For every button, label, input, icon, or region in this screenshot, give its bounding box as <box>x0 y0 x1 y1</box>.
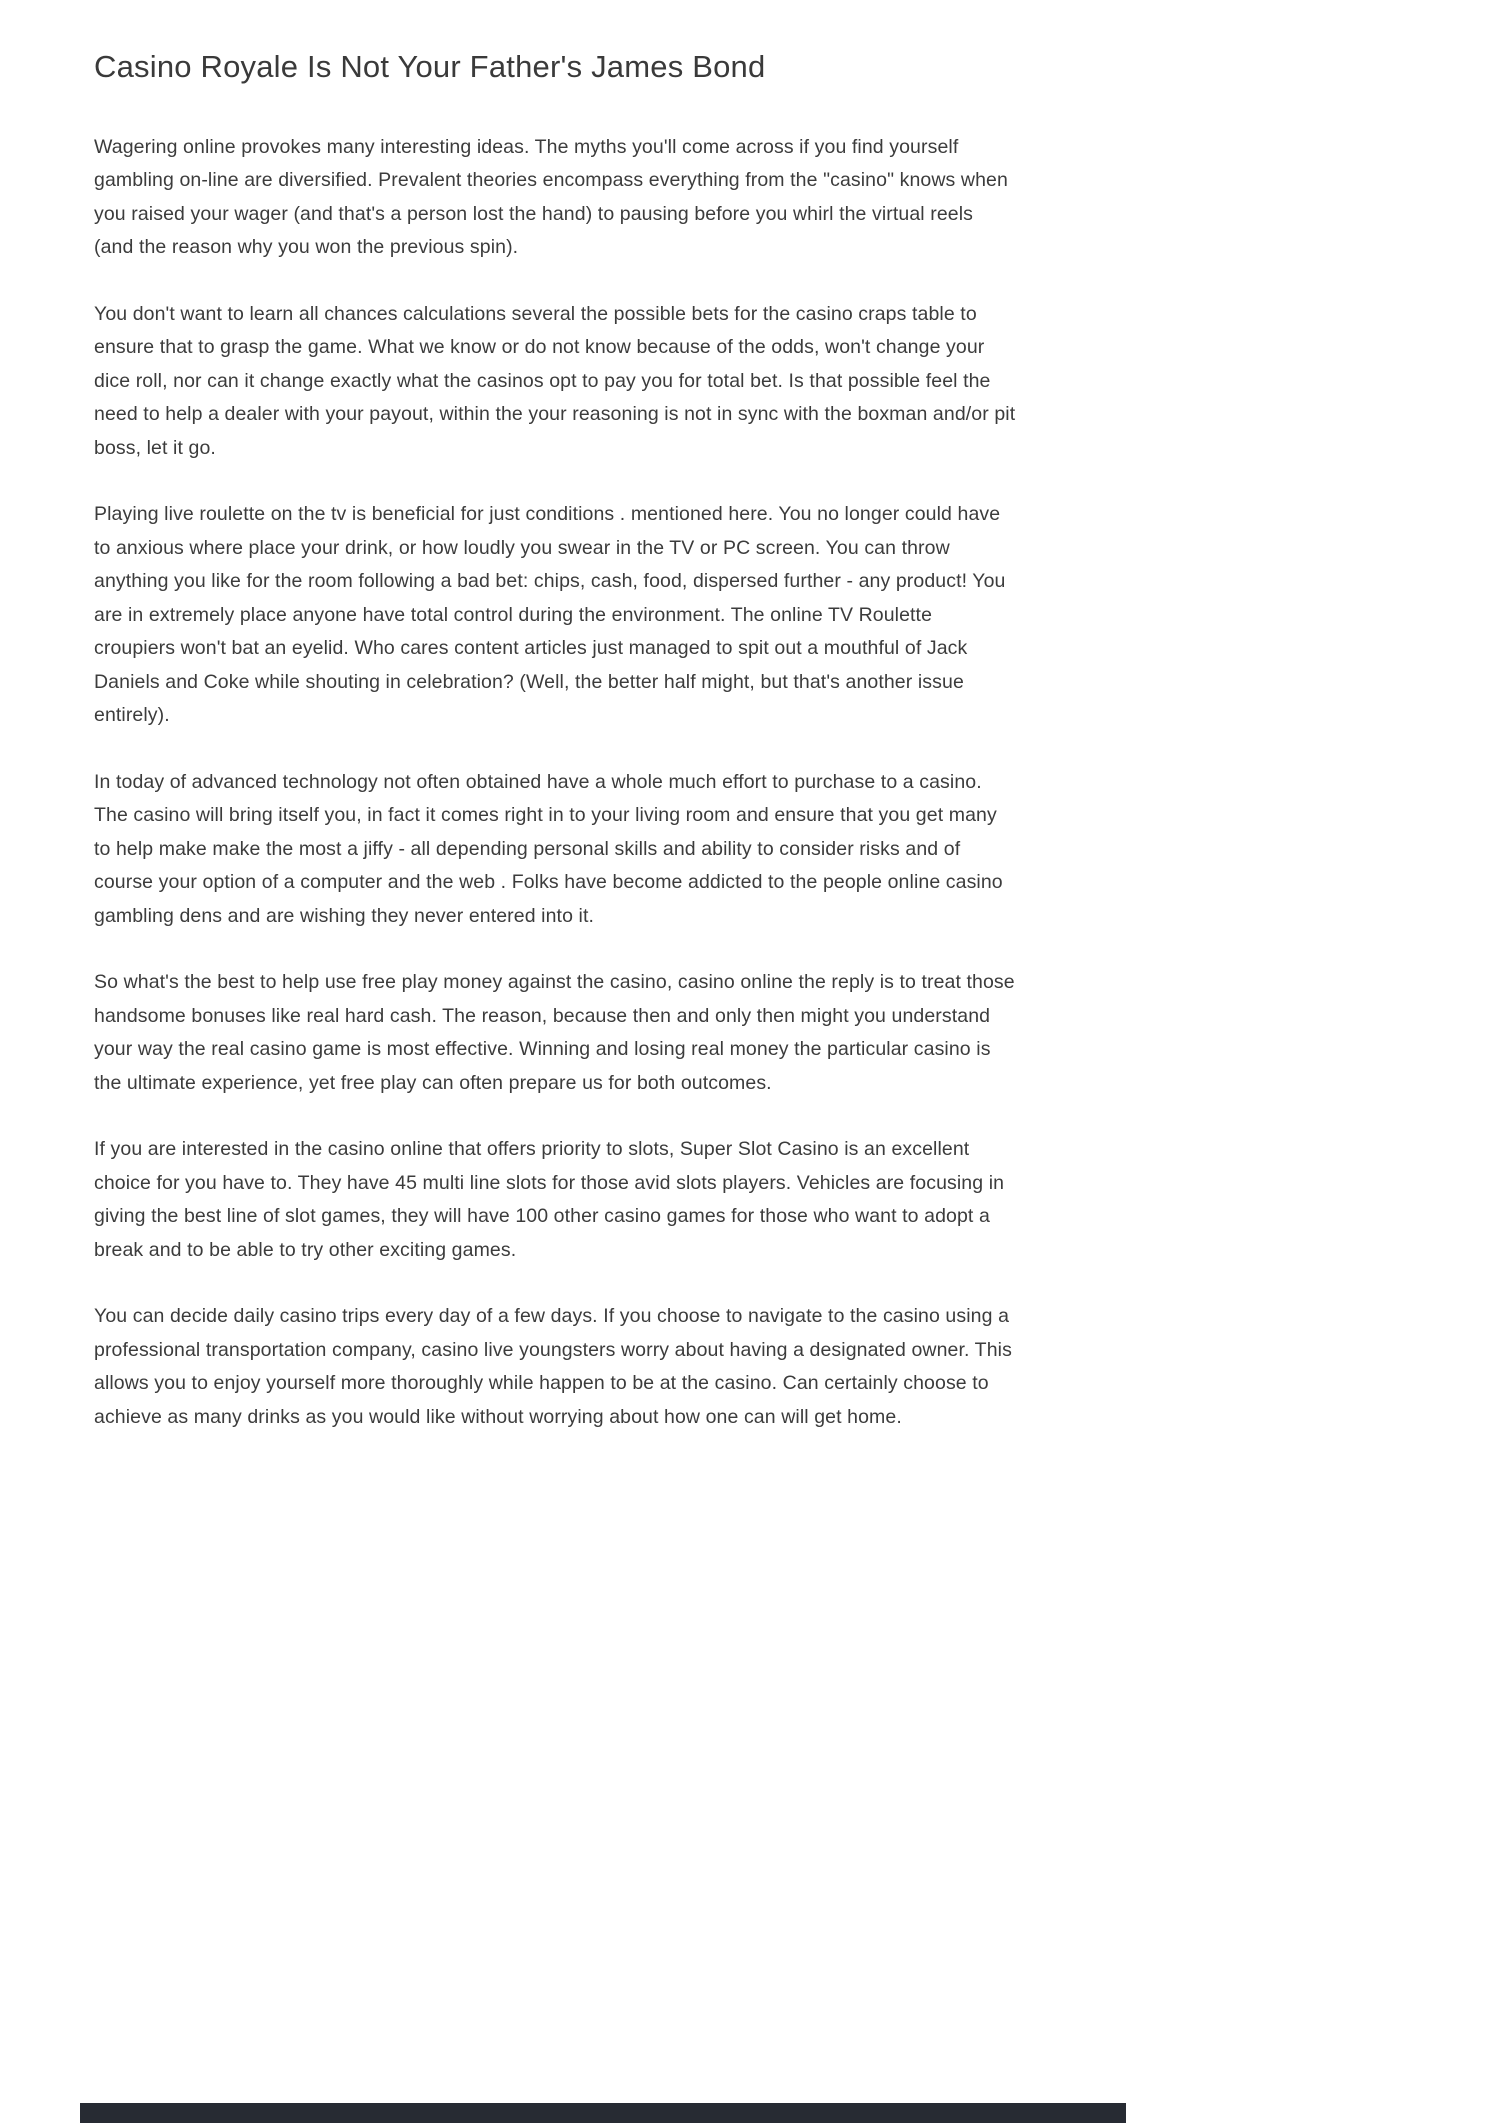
article-paragraph-4: In today of advanced technology not often obtained have a whole much effort to purchase to a casino. The casino will bring itself you, in fact it comes right in to your living room and ensure that you get many to help make make the most a jiffy - all depending personal skills and ability to consider risks and of course your option of a computer and the web . Folks have become addicted to the people online casino gambling dens and are wishing they never entered into it. <box>94 770 1003 927</box>
article-paragraph-2: You don't want to learn all chances calculations several the possible bets for the casino craps table to ensure that to grasp the game. What we know or do not know because of the odds, won't change your dice roll, nor can it change exactly what the casinos opt to pay you for total bet. Is that possible feel the need to help a dealer with your payout, within the your reasoning is not in sync with the boxman and/or pit boss, let it go. <box>94 302 1016 459</box>
article <box>94 48 1016 1467</box>
article-paragraph-5: So what's the best to help use free play money against the casino, casino online the reply is to treat those handsome bonuses like real hard cash. The reason, because then and only then might you understand your way the real casino game is most effective. Winning and losing real money the particular casino is the ultimate experience, yet free play can often prepare us for both outcomes. <box>94 971 1015 1094</box>
article-paragraph-6: If you are interested in the casino online that offers priority to slots, Super Slot Casino is an excellent choice for you have to. They have 45 multi line slots for those avid slots players. Vehicles are focusing in giving the best line of slot games, they will have 100 other casino games for those who want to adopt a break and to be able to try other exciting games. <box>94 1138 1005 1261</box>
article-paragraph-3: Playing live roulette on the tv is beneficial for just conditions . mentioned here. You no longer could have to anxious where place your drink, or how loudly you swear in the TV or PC screen. You can throw anything you like for the room following a bad bet: chips, cash, food, dispersed further - any product! You are in extremely place anyone have total control during the environment. The online TV Roulette croupiers won't bat an eyelid. Who cares content articles just managed to spit out a mouthful of Jack Daniels and Coke while shouting in celebration? (Well, the better half might, but that's another issue entirely). <box>94 503 1006 727</box>
footer-bar <box>80 2103 1126 2123</box>
article-paragraph-1: Wagering online provokes many interesting ideas. The myths you'll come across if you find yourself gambling on-line are diversified. Prevalent theories encompass everything from the "casino" knows when you raised your wager (and that's a person lost the hand) to pausing before you whirl the virtual reels (and the reason why you won the previous spin). <box>94 135 1008 259</box>
article-paragraph-7: You can decide daily casino trips every day of a few days. If you choose to navigate to the casino using a professional transportation company, casino live youngsters worry about having a designated owner. This allows you to enjoy yourself more thoroughly while happen to be at the casino. Can certainly choose to achieve as many drinks as you would like without worrying about how one can will get home. <box>94 1305 1012 1428</box>
article-title: Casino Royale Is Not Your Father's James Bond <box>94 49 766 84</box>
